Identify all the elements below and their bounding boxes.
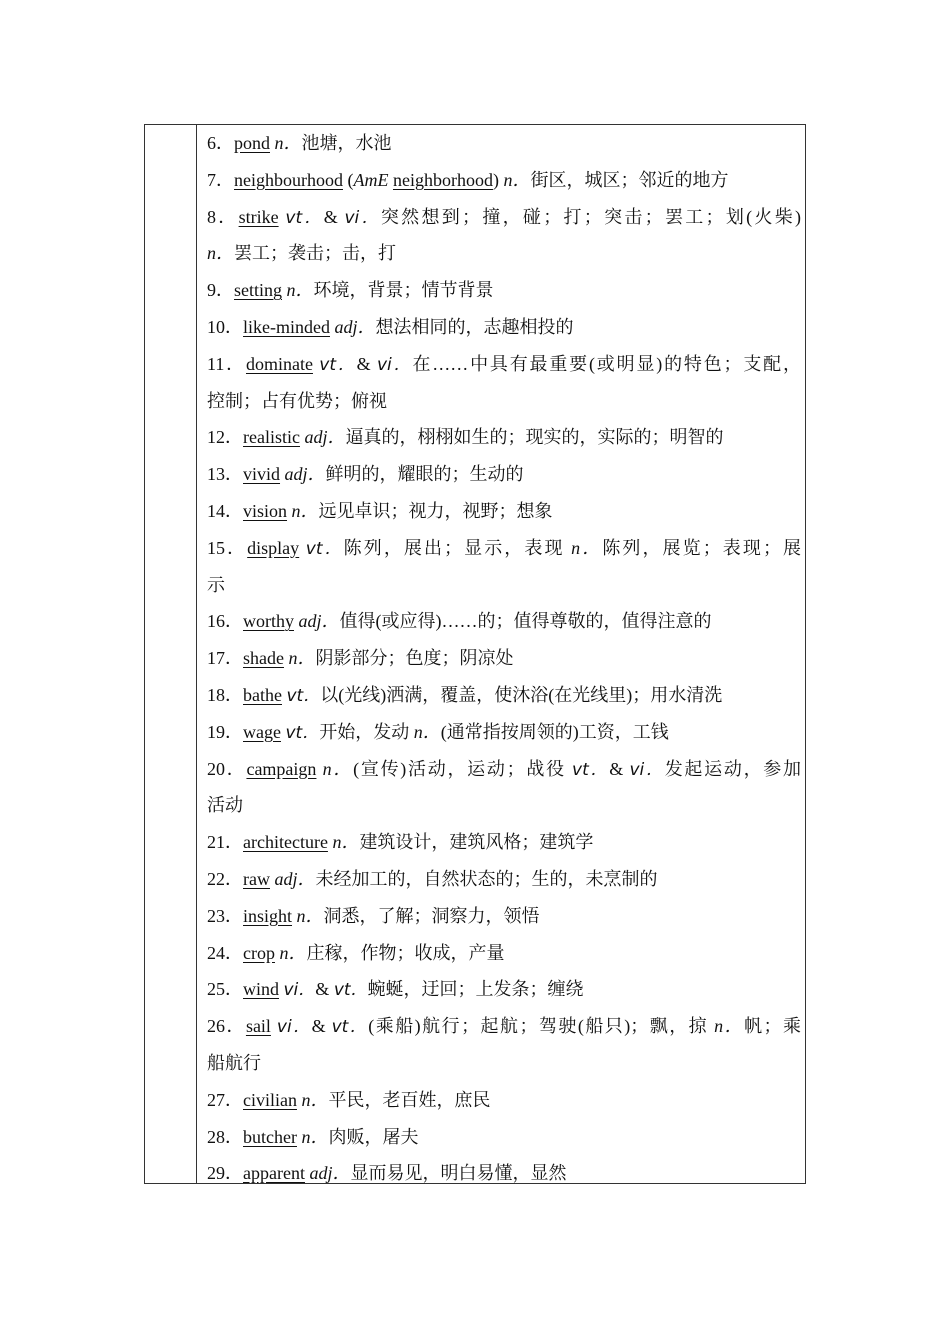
ampersand: & xyxy=(311,1016,332,1037)
entry-number: 18． xyxy=(207,684,243,705)
entry-number: 6． xyxy=(207,133,234,153)
variant-label: AmE xyxy=(353,169,389,190)
vocab-word: dominate xyxy=(245,353,313,374)
entry-number: 21． xyxy=(207,832,243,853)
entry-number: 28． xyxy=(207,1126,243,1147)
vocab-word: apparent xyxy=(243,1163,305,1184)
entry-number: 26． xyxy=(207,1016,246,1037)
vocab-entry xyxy=(207,935,801,972)
definition: 逼真的，栩栩如生的；现实的，实际的；明智的 xyxy=(345,427,724,448)
entry-number: 10． xyxy=(207,316,243,337)
vocab-word: insight xyxy=(243,905,293,926)
part-of-speech: vt． xyxy=(331,1017,369,1038)
part-of-speech: vi． xyxy=(276,1017,312,1038)
ampersand: & xyxy=(609,758,630,779)
part-of-speech: n． xyxy=(279,942,307,963)
entry-number: 25． xyxy=(207,979,243,1000)
vocab-entry-continuation xyxy=(207,1045,801,1082)
definition: 突然想到；撞，碰；打；突击；罢工；划(火柴) xyxy=(380,206,801,227)
part-of-speech: vi． xyxy=(629,759,665,780)
definition: 发起运动，参加 xyxy=(664,758,801,779)
vocab-entry xyxy=(207,493,801,530)
vocab-entry xyxy=(207,1155,801,1192)
vocab-entry xyxy=(207,714,801,751)
part-of-speech: n． xyxy=(332,832,360,853)
vocab-entry-continuation xyxy=(207,567,801,604)
part-of-speech: adj． xyxy=(304,427,346,448)
definition: 平民，老百姓，庶民 xyxy=(328,1089,491,1110)
entry-number: 17． xyxy=(207,648,243,669)
vocab-word: vivid xyxy=(243,464,281,485)
definition: (乘船)航行；起航；驾驶(船只)；飘，掠 xyxy=(368,1016,709,1037)
vocab-word: realistic xyxy=(243,427,300,448)
vocab-word: butcher xyxy=(243,1126,297,1147)
entry-number: 24． xyxy=(207,942,243,963)
definition: 想法相同的，志趣相投的 xyxy=(375,316,574,337)
definition: 街区，城区；邻近的地方 xyxy=(530,169,729,190)
part-of-speech: vi． xyxy=(283,980,316,1001)
part-of-speech: vt． xyxy=(572,759,610,780)
entry-number: 9． xyxy=(207,280,234,301)
part-of-speech: n． xyxy=(503,169,531,190)
definition: 开始，发动 xyxy=(319,721,410,742)
vocab-word: civilian xyxy=(243,1089,297,1110)
part-of-speech: vt． xyxy=(333,980,368,1001)
part-of-speech: adj． xyxy=(298,611,340,632)
vocab-entry xyxy=(207,272,801,309)
vocab-entry xyxy=(207,456,801,493)
definition: 庄稼，作物；收成，产量 xyxy=(306,942,505,963)
part-of-speech: adj． xyxy=(334,316,376,337)
vocab-entry xyxy=(207,603,801,640)
ampersand: & xyxy=(356,353,377,374)
paren-open: ( xyxy=(347,169,354,190)
vocab-entry-continuation xyxy=(207,235,801,272)
part-of-speech: n． xyxy=(288,648,316,669)
vocab-word: shade xyxy=(243,648,284,669)
entry-number: 20． xyxy=(207,758,247,779)
vocab-entry xyxy=(207,419,801,456)
part-of-speech: n． xyxy=(301,1089,329,1110)
definition: (通常指按周领的)工资，工钱 xyxy=(440,721,669,742)
definition: 值得(或应得)……的；值得尊敬的，值得注意的 xyxy=(339,611,712,632)
vocab-entry xyxy=(207,199,801,236)
definition: 环境，背景；情节背景 xyxy=(313,280,494,301)
vocab-entry xyxy=(207,1119,801,1156)
vocab-word: neighbourhood xyxy=(234,169,343,190)
definition: 示 xyxy=(207,574,225,595)
entry-number: 12． xyxy=(207,427,243,448)
definition: 陈列，展览；表现；展 xyxy=(602,537,801,558)
vocab-word: wage xyxy=(243,721,281,742)
part-of-speech: n． xyxy=(286,280,314,301)
definition: 未经加工的，自然状态的；生的，未烹制的 xyxy=(315,868,658,889)
part-of-speech: n． xyxy=(413,721,441,742)
definition: 船航行 xyxy=(207,1052,261,1073)
part-of-speech: n． xyxy=(301,1126,329,1147)
part-of-speech: adj． xyxy=(274,868,316,889)
definition: 阴影部分；色度；阴凉处 xyxy=(315,648,514,669)
vocab-word: crop xyxy=(243,942,275,963)
entry-number: 11． xyxy=(207,353,246,374)
definition: 鲜明的，耀眼的；生动的 xyxy=(325,464,524,485)
definition: 控制；占有优势；俯视 xyxy=(207,390,387,411)
entry-number: 22． xyxy=(207,868,243,889)
vocab-word: architecture xyxy=(243,832,328,853)
definition: 显而易见，明白易懂，显然 xyxy=(350,1163,567,1184)
vocab-entry xyxy=(207,971,801,1008)
part-of-speech: n． xyxy=(571,537,603,558)
entry-number: 8． xyxy=(207,206,239,227)
definition: 池塘，水池 xyxy=(301,133,392,153)
vocab-entry xyxy=(207,898,801,935)
vocab-word: worthy xyxy=(243,611,294,632)
vocab-word: raw xyxy=(243,868,270,889)
definition: 以(光线)洒满，覆盖，使沐浴(在光线里)；用水清洗 xyxy=(320,684,723,705)
vocab-word: pond xyxy=(234,133,270,153)
vocab-entry-continuation xyxy=(207,383,801,420)
part-of-speech: n． xyxy=(322,758,354,779)
entry-number: 13． xyxy=(207,464,243,485)
definition: 肉贩，屠夫 xyxy=(328,1126,419,1147)
definition: 陈列，展出；显示，表现 xyxy=(343,537,565,558)
entry-number: 15． xyxy=(207,537,248,558)
ampersand: & xyxy=(315,979,334,1000)
vocabulary-list xyxy=(207,125,801,1192)
part-of-speech: n． xyxy=(207,243,234,264)
entry-number: 16． xyxy=(207,611,243,632)
part-of-speech: adj． xyxy=(309,1163,351,1184)
vocab-entry xyxy=(207,125,801,162)
vocab-word: setting xyxy=(234,280,282,301)
definition: 远见卓识；视力，视野；想象 xyxy=(318,500,553,521)
definition: 在……中具有最重要(或明显)的特色；支配， xyxy=(412,353,801,374)
vocab-entry xyxy=(207,677,801,714)
entry-number: 7． xyxy=(207,169,234,190)
vocab-entry xyxy=(207,824,801,861)
vocab-entry xyxy=(207,162,801,199)
part-of-speech: vi． xyxy=(377,354,413,375)
entry-number: 19． xyxy=(207,721,243,742)
part-of-speech: vt． xyxy=(286,685,321,706)
part-of-speech: vi． xyxy=(344,207,381,228)
variant-word: neighborhood xyxy=(392,169,493,190)
vocab-word: campaign xyxy=(246,758,317,779)
vocab-entry xyxy=(207,640,801,677)
definition: (宣传)活动，运动；战役 xyxy=(353,758,566,779)
part-of-speech: vt． xyxy=(319,354,357,375)
vocab-entry xyxy=(207,1082,801,1119)
definition: 蜿蜒，迂回；上发条；缠绕 xyxy=(367,979,584,1000)
definition: 建筑设计，建筑风格；建筑学 xyxy=(359,832,594,853)
vocab-entry xyxy=(207,751,801,788)
ampersand: & xyxy=(323,206,345,227)
vocab-entry-continuation xyxy=(207,787,801,824)
vocab-word: strike xyxy=(238,206,279,227)
entry-number: 23． xyxy=(207,905,243,926)
vocab-entry xyxy=(207,1008,801,1045)
entry-number: 27． xyxy=(207,1089,243,1110)
table-left-column xyxy=(145,125,197,1183)
part-of-speech: n． xyxy=(291,500,319,521)
part-of-speech: adj． xyxy=(284,464,326,485)
definition: 洞悉，了解；洞察力，领悟 xyxy=(323,905,540,926)
entry-number: 14． xyxy=(207,500,243,521)
part-of-speech: n． xyxy=(296,905,324,926)
part-of-speech: n． xyxy=(714,1016,745,1037)
vocab-word: sail xyxy=(245,1016,271,1037)
vocab-entry xyxy=(207,861,801,898)
vocab-word: display xyxy=(247,537,300,558)
vocab-entry xyxy=(207,346,801,383)
part-of-speech: n． xyxy=(274,133,302,153)
vocab-word: vision xyxy=(243,500,288,521)
definition: 罢工；袭击；击，打 xyxy=(234,243,396,264)
vocab-entry xyxy=(207,530,801,567)
definition: 活动 xyxy=(207,795,243,816)
part-of-speech: vt． xyxy=(285,207,324,228)
part-of-speech: vt． xyxy=(285,722,320,743)
paren-close: ) xyxy=(492,169,499,190)
vocab-word: bathe xyxy=(243,684,282,705)
vocab-entry xyxy=(207,309,801,346)
part-of-speech: vt． xyxy=(305,538,344,559)
vocab-word: wind xyxy=(243,979,279,1000)
entry-number: 29． xyxy=(207,1163,243,1184)
vocab-word: like-minded xyxy=(243,316,330,337)
vocabulary-table xyxy=(144,124,806,1184)
definition: 帆；乘 xyxy=(744,1016,801,1037)
